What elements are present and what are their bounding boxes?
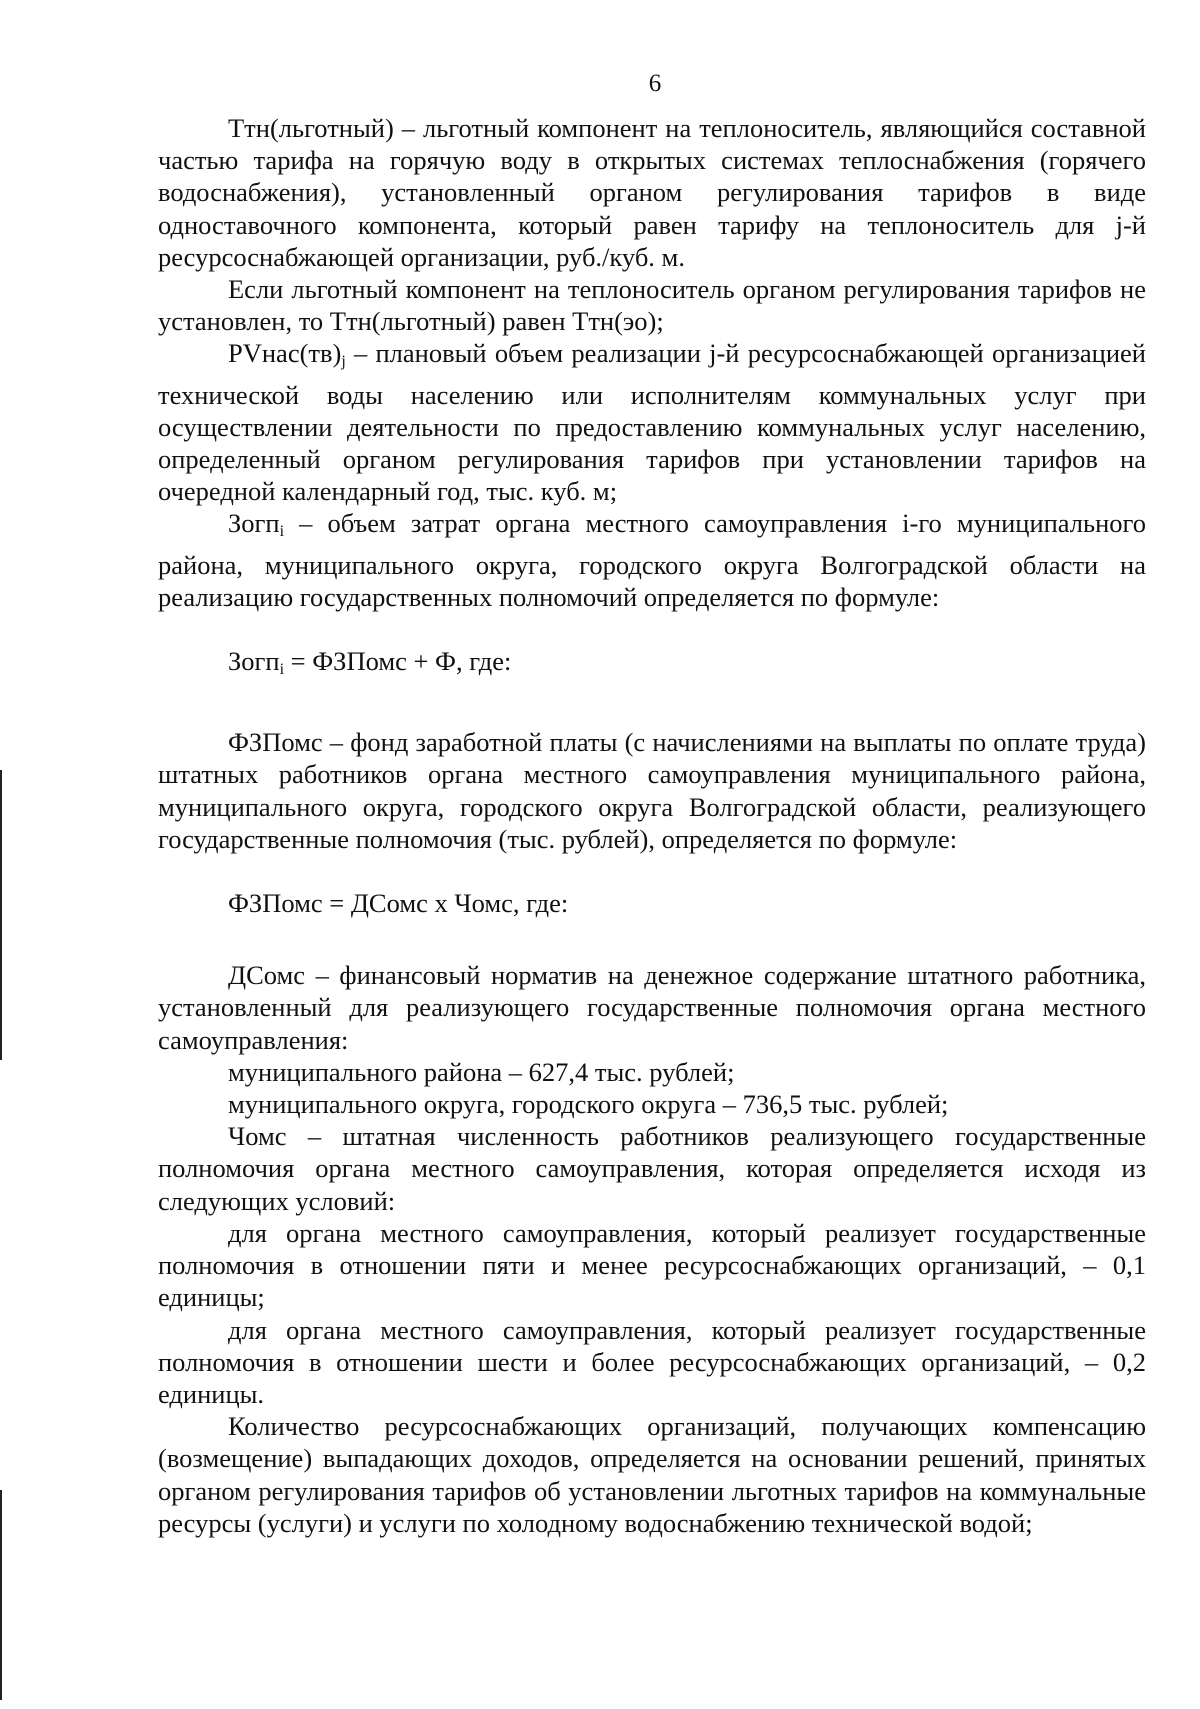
paragraph-dsoms: ДСомс – финансовый норматив на денежное содержание штатного работника, установленный для реализующего государственные полномочия органа местного самоуправления: [158,960,1146,1055]
paragraph-count-organizations: Количество ресурсоснабжающих организаций, получающих компенсацию (возмещение) выпадающих доходов, определяется на основании решений, принятых органом регулирования тарифов об установлении льготных тарифов на коммунальные ресурсы (услуги) и услуги по холодному водоснабжению технической водой; [158,1411,1146,1538]
scan-edge-mark [0,770,2,1060]
paragraph-choms: Чомс – штатная численность работников реализующего государственные полномочия органа местного самоуправления, которая определяется исходя из следующих условий: [158,1121,1146,1216]
formula-zogp-subscript: i [279,661,285,679]
term-zogp-subscript: i [279,523,285,541]
paragraph-fzpoms: ФЗПомс – фонд заработной платы (с начислениями на выплаты по оплате труда) штатных работников органа местного самоуправления муниципального района, муниципального округа, городского округа Волгоградской области, реализующего государственные полномочия (тыс. рублей), определяется по формуле: [158,727,1146,854]
page-number: 6 [648,70,662,97]
paragraph-condition-six: для органа местного самоуправления, который реализует государственные полномочия в отношении шести и более ресурсоснабжающих организаций, – 0,2 единицы. [158,1314,1146,1409]
formula-zogp-term: Зогп [228,646,280,677]
paragraph-ttn-not-set: Если льготный компонент на теплоноситель органом регулирования тарифов не установлен, то Ттн(льготный) равен Ттн(эо); [158,274,1146,337]
term-pvnas: PVнас(тв) [228,338,342,369]
formula-zogp-text: = ФЗПомс + Ф, где: [284,646,512,677]
paragraph-condition-five: для органа местного самоуправления, который реализует государственные полномочия в отношении пяти и менее ресурсоснабжающих организаций, – 0,1 единицы; [158,1217,1146,1313]
paragraph-zogp-text: – объем затрат органа местного самоуправления i-го муниципального района, муниципального округа, городского округа Волгоградской области на реализацию государственных полномочий определяется по формуле: [158,508,1146,612]
paragraph-ttn-lgotny: Ттн(льготный) – льготный компонент на теплоноситель, являющийся составной частью тарифа на горячую воду в открытых системах теплоснабжения (горячего водоснабжения), установленный органом регулирования тарифов в виде одноставочного компонента, который равен тарифу на теплоноситель для j-й ресурсоснабжающей организации, руб./куб. м. [158,113,1146,272]
paragraph-pvnas-text: – плановый объем реализации j-й ресурсоснабжающей организацией технической воды населению или исполнителям коммунальных услуг при осуществлении деятельности по предоставлению коммунальных услуг населению, определенный органом регулирования тарифов при установлении тарифов на очередной календарный год, тыс. куб. м; [158,338,1146,507]
paragraph-municipal-okrug: муниципального округа, городского округа – 736,5 тыс. рублей; [228,1089,949,1120]
formula-zogp [228,645,1146,686]
document-body [158,112,1146,1539]
term-pvnas-subscript: j [341,353,346,371]
paragraph-municipal-district: муниципального района – 627,4 тыс. рублей; [228,1056,735,1087]
paragraph-pvnas [158,337,1146,507]
term-zogp: Зогп [228,508,280,539]
paragraph-zogp [158,507,1146,613]
scan-edge-mark [0,1490,2,1700]
formula-fzpoms: ФЗПомс = ДСомс х Чомс, где: [228,888,569,919]
